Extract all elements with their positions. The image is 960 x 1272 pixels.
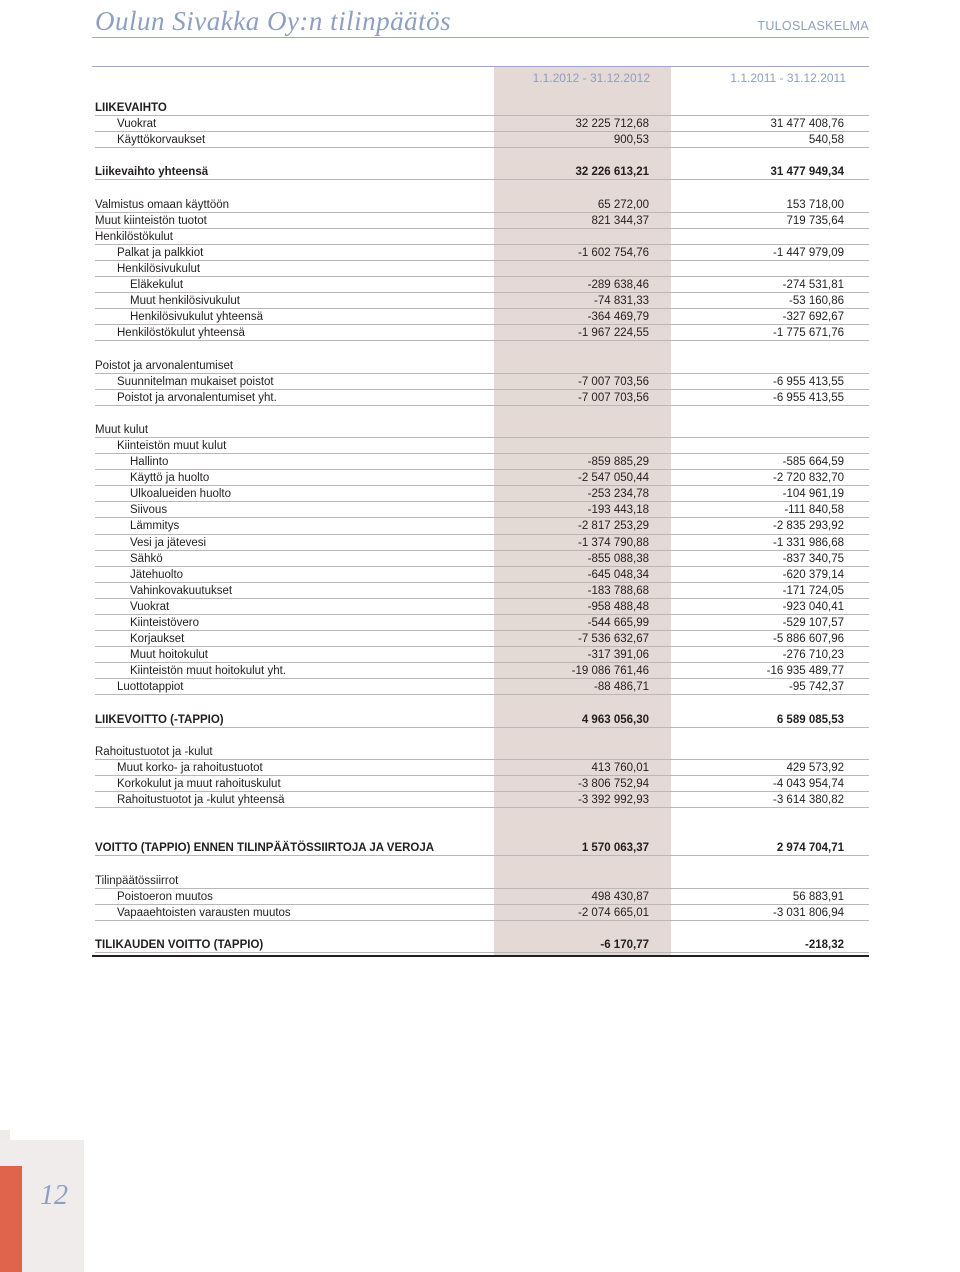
table-row bbox=[95, 293, 869, 309]
value-previous-period: -2 720 832,70 bbox=[773, 472, 844, 485]
value-previous-period: -1 775 671,76 bbox=[773, 327, 844, 340]
value-previous-period: -585 664,59 bbox=[782, 456, 844, 469]
row-label: Muut kulut bbox=[95, 423, 149, 436]
period-previous-header: 1.1.2011 - 31.12.2011 bbox=[730, 71, 846, 85]
table-row bbox=[95, 390, 869, 406]
value-previous-period: -620 379,14 bbox=[782, 568, 844, 581]
value-previous-period: -16 935 489,77 bbox=[766, 665, 844, 678]
table-row bbox=[95, 358, 869, 374]
value-previous-period: 31 477 408,76 bbox=[770, 118, 844, 131]
value-previous-period: 2 974 704,71 bbox=[776, 842, 844, 855]
value-current-period: -253 234,78 bbox=[587, 488, 649, 501]
value-previous-period: 56 883,91 bbox=[792, 890, 844, 903]
value-previous-period: -2 835 293,92 bbox=[773, 520, 844, 533]
row-label: Kiinteistövero bbox=[130, 617, 200, 629]
value-current-period: -7 007 703,56 bbox=[578, 391, 649, 404]
spacer-row bbox=[95, 341, 869, 357]
value-previous-period: -1 331 986,68 bbox=[773, 536, 844, 549]
value-previous-period: 719 735,64 bbox=[786, 214, 844, 227]
table-row bbox=[95, 454, 869, 470]
value-previous-period: 540,58 bbox=[808, 134, 844, 147]
table-row bbox=[95, 679, 869, 695]
table-row bbox=[95, 229, 869, 245]
row-label: Valmistus omaan käyttöön bbox=[95, 198, 230, 211]
row-label: Rahoitustuotot ja -kulut bbox=[95, 745, 213, 758]
value-current-period: 413 760,01 bbox=[591, 761, 649, 774]
row-label: Liikevaihto yhteensä bbox=[95, 166, 209, 179]
row-label: Henkilöstökulut yhteensä bbox=[117, 327, 245, 340]
value-previous-period: -218,32 bbox=[804, 938, 844, 951]
table-row bbox=[95, 197, 869, 213]
value-current-period: -6 170,77 bbox=[600, 938, 649, 951]
value-previous-period: -6 955 413,55 bbox=[773, 375, 844, 388]
row-label: Sähkö bbox=[130, 552, 163, 565]
row-label: Muut henkilösivukulut bbox=[130, 295, 240, 308]
value-previous-period: -276 710,23 bbox=[782, 649, 844, 662]
table-row bbox=[95, 776, 869, 792]
table-row bbox=[95, 583, 869, 599]
value-current-period: -74 831,33 bbox=[594, 295, 649, 308]
value-current-period: -2 547 050,44 bbox=[578, 472, 649, 485]
spacer-row bbox=[95, 148, 869, 164]
row-label: Siivous bbox=[130, 504, 168, 517]
value-current-period: -364 469,79 bbox=[587, 311, 649, 324]
row-label: Rahoitustuotot ja -kulut yhteensä bbox=[117, 794, 285, 807]
row-label: Henkilöstökulut bbox=[95, 230, 173, 243]
value-current-period: -7 007 703,56 bbox=[578, 375, 649, 388]
row-label: Kiinteistön muut kulut bbox=[117, 439, 227, 452]
table-row bbox=[95, 567, 869, 583]
table-row bbox=[95, 132, 869, 148]
row-label: Muut hoitokulut bbox=[130, 649, 208, 662]
value-current-period: -2 817 253,29 bbox=[578, 520, 649, 533]
table-row bbox=[95, 631, 869, 647]
table-row bbox=[95, 422, 869, 438]
row-label: Kiinteistön muut hoitokulut yht. bbox=[130, 665, 286, 678]
value-current-period: 32 226 613,21 bbox=[575, 166, 649, 179]
value-previous-period: -5 886 607,96 bbox=[773, 633, 844, 646]
table-row bbox=[95, 277, 869, 293]
row-label: Hallinto bbox=[130, 456, 169, 469]
table-row bbox=[95, 615, 869, 631]
table-row bbox=[95, 309, 869, 325]
value-previous-period: -53 160,86 bbox=[789, 295, 844, 308]
spacer-row bbox=[95, 856, 869, 872]
value-current-period: -1 967 224,55 bbox=[578, 327, 649, 340]
row-label: Vapaaehtoisten varausten muutos bbox=[117, 906, 291, 919]
row-label: Korjaukset bbox=[130, 633, 185, 646]
table-row bbox=[95, 647, 869, 663]
value-current-period: -645 048,34 bbox=[587, 568, 649, 581]
table-row bbox=[95, 486, 869, 502]
table-row bbox=[95, 792, 869, 808]
page-number: 12 bbox=[40, 1180, 68, 1211]
table-row bbox=[95, 438, 869, 454]
row-label: Vesi ja jätevesi bbox=[130, 536, 207, 549]
value-current-period: -859 885,29 bbox=[587, 456, 649, 469]
row-label: Palkat ja palkkiot bbox=[117, 246, 204, 259]
spacer-row bbox=[95, 808, 869, 824]
table-row bbox=[95, 551, 869, 567]
value-current-period: -317 391,06 bbox=[587, 649, 649, 662]
value-current-period: -2 074 665,01 bbox=[578, 906, 649, 919]
value-current-period: -1 374 790,88 bbox=[578, 536, 649, 549]
value-previous-period: 31 477 949,34 bbox=[770, 166, 844, 179]
value-current-period: -193 443,18 bbox=[587, 504, 649, 517]
table-row bbox=[95, 937, 869, 953]
row-label: Suunnitelman mukaiset poistot bbox=[117, 375, 274, 388]
table-row bbox=[95, 100, 869, 116]
value-current-period: -88 486,71 bbox=[594, 681, 649, 694]
row-label: TILIKAUDEN VOITTO (TAPPIO) bbox=[95, 938, 264, 951]
table-row bbox=[95, 470, 869, 486]
table-row bbox=[95, 744, 869, 760]
section-label: TULOSLASKELMA bbox=[757, 19, 869, 33]
spacer-row bbox=[95, 695, 869, 711]
table-row bbox=[95, 535, 869, 551]
table-row bbox=[95, 840, 869, 856]
row-label: Poistot ja arvonalentumiset bbox=[95, 359, 234, 372]
value-current-period: -183 788,68 bbox=[587, 584, 649, 597]
table-row bbox=[95, 760, 869, 776]
table-row bbox=[95, 518, 869, 534]
final-total-rule bbox=[92, 955, 869, 957]
value-previous-period: -327 692,67 bbox=[782, 311, 844, 324]
value-previous-period: -274 531,81 bbox=[782, 279, 844, 292]
table-row bbox=[95, 116, 869, 132]
row-label: Muut korko- ja rahoitustuotot bbox=[117, 761, 263, 774]
value-current-period: -3 806 752,94 bbox=[578, 777, 649, 790]
value-previous-period: -529 107,57 bbox=[782, 617, 844, 629]
value-previous-period: 153 718,00 bbox=[786, 198, 844, 211]
row-label: Henkilösivukulut yhteensä bbox=[130, 311, 263, 324]
value-current-period: -19 086 761,46 bbox=[571, 665, 649, 678]
value-previous-period: -95 742,37 bbox=[789, 681, 844, 694]
value-previous-period: 429 573,92 bbox=[786, 761, 844, 774]
period-current-header: 1.1.2012 - 31.12.2012 bbox=[532, 71, 650, 85]
row-label: Käyttö ja huolto bbox=[130, 472, 210, 485]
row-label: LIIKEVOITTO (-TAPPIO) bbox=[95, 713, 224, 726]
table-row bbox=[95, 712, 869, 728]
spacer-row bbox=[95, 180, 869, 196]
row-label: Tilinpäätössiirrot bbox=[95, 874, 179, 887]
value-current-period: -544 665,99 bbox=[587, 617, 649, 629]
row-label: VOITTO (TAPPIO) ENNEN TILINPÄÄTÖSSIIRTOJA JA VEROJA bbox=[95, 842, 435, 855]
spacer-row bbox=[95, 728, 869, 744]
row-label: Vuokrat bbox=[130, 600, 170, 613]
value-previous-period: -1 447 979,09 bbox=[773, 246, 844, 259]
value-current-period: -3 392 992,93 bbox=[578, 794, 649, 807]
row-label: Käyttökorvaukset bbox=[117, 134, 206, 147]
table-row bbox=[95, 164, 869, 180]
row-label: Vahinkovakuutukset bbox=[130, 584, 233, 597]
value-previous-period: -837 340,75 bbox=[782, 552, 844, 565]
table-row bbox=[95, 245, 869, 261]
title-divider bbox=[92, 37, 869, 38]
value-previous-period: -4 043 954,74 bbox=[773, 777, 844, 790]
spacer-row bbox=[95, 921, 869, 937]
row-label: Jätehuolto bbox=[130, 568, 184, 581]
spacer-row bbox=[95, 824, 869, 840]
table-row bbox=[95, 213, 869, 229]
table-row bbox=[95, 374, 869, 390]
value-current-period: -289 638,46 bbox=[587, 279, 649, 292]
corner-accent-bar bbox=[0, 1166, 22, 1272]
value-current-period: 1 570 063,37 bbox=[581, 842, 649, 855]
table-row bbox=[95, 325, 869, 341]
value-previous-period: -104 961,19 bbox=[782, 488, 844, 501]
row-label: Vuokrat bbox=[117, 118, 157, 131]
row-label: Muut kiinteistön tuotot bbox=[95, 214, 207, 227]
value-current-period: -855 088,38 bbox=[587, 552, 649, 565]
row-label: Korkokulut ja muut rahoituskulut bbox=[117, 777, 281, 790]
row-label: Henkilösivukulut bbox=[117, 262, 201, 275]
row-label: Luottotappiot bbox=[117, 681, 184, 694]
table-row bbox=[95, 873, 869, 889]
income-statement-table bbox=[95, 100, 869, 953]
value-current-period: -7 536 632,67 bbox=[578, 633, 649, 646]
value-current-period: 65 272,00 bbox=[597, 198, 649, 211]
value-current-period: 498 430,87 bbox=[591, 890, 649, 903]
value-previous-period: -111 840,58 bbox=[784, 504, 844, 517]
value-current-period: -1 602 754,76 bbox=[578, 246, 649, 259]
value-previous-period: -923 040,41 bbox=[782, 600, 844, 613]
table-row bbox=[95, 663, 869, 679]
row-label: Ulkoalueiden huolto bbox=[130, 488, 232, 501]
table-row bbox=[95, 261, 869, 277]
value-current-period: 821 344,37 bbox=[591, 214, 649, 227]
row-label: Lämmitys bbox=[130, 520, 180, 533]
row-label: Poistoeron muutos bbox=[117, 890, 213, 903]
row-label: LIIKEVAIHTO bbox=[95, 102, 167, 114]
value-current-period: -958 488,48 bbox=[587, 600, 649, 613]
value-previous-period: -6 955 413,55 bbox=[773, 391, 844, 404]
table-row bbox=[95, 599, 869, 615]
document-title: Oulun Sivakka Oy:n tilinpäätös bbox=[95, 6, 452, 36]
value-current-period: 32 225 712,68 bbox=[575, 118, 649, 131]
value-previous-period: -171 724,05 bbox=[782, 584, 844, 597]
table-row bbox=[95, 502, 869, 518]
value-previous-period: 6 589 085,53 bbox=[776, 713, 844, 726]
spacer-row bbox=[95, 406, 869, 422]
row-label: Poistot ja arvonalentumiset yht. bbox=[117, 391, 277, 404]
value-current-period: 4 963 056,30 bbox=[581, 713, 649, 726]
table-row bbox=[95, 889, 869, 905]
value-current-period: 900,53 bbox=[613, 134, 649, 147]
table-row bbox=[95, 905, 869, 921]
value-previous-period: -3 614 380,82 bbox=[773, 794, 844, 807]
row-label: Eläkekulut bbox=[130, 279, 184, 292]
value-previous-period: -3 031 806,94 bbox=[773, 906, 844, 919]
